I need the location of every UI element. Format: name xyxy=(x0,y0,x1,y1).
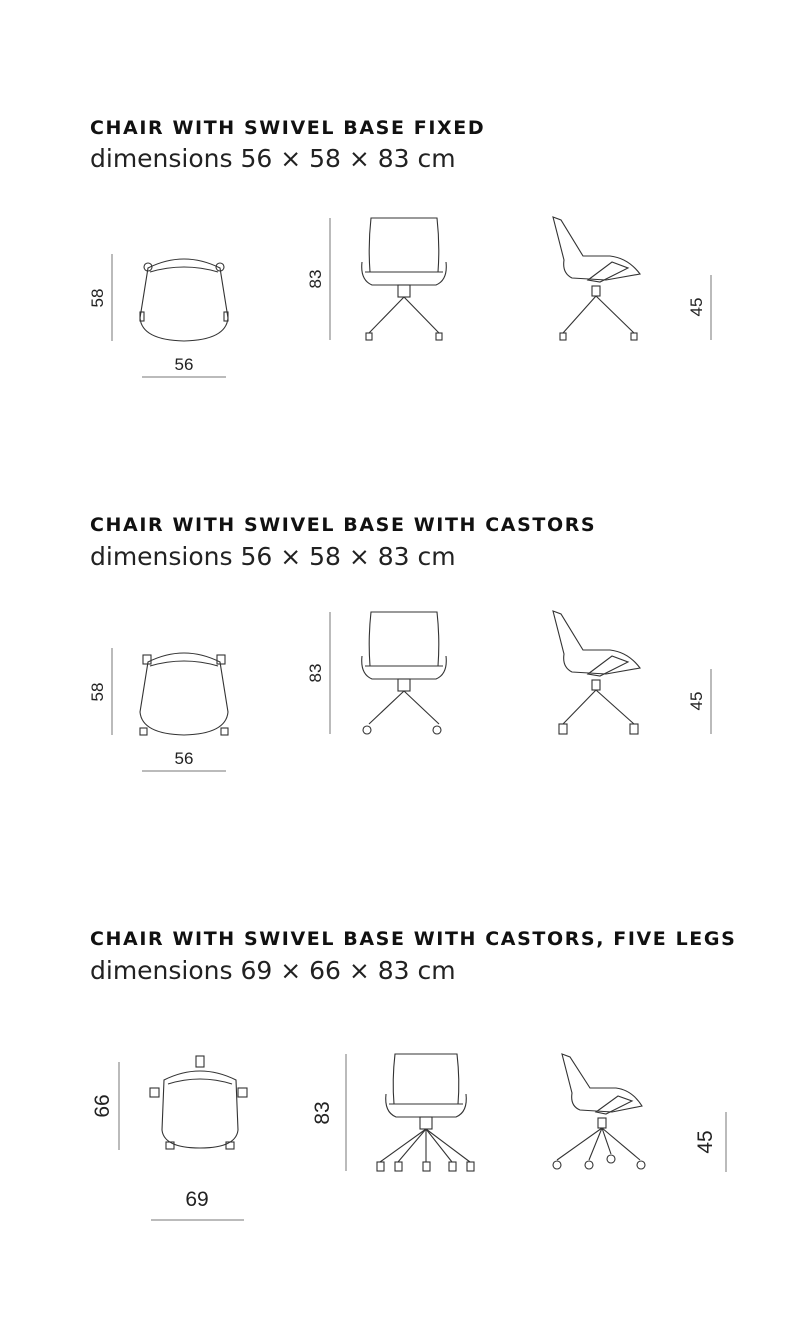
section-title: CHAIR WITH SWIVEL BASE WITH CASTORS, FIVE LEGS xyxy=(90,928,737,950)
side-seat-height-label: 45 xyxy=(687,297,706,317)
front-height-label: 83 xyxy=(311,1101,334,1125)
top-depth-label: 66 xyxy=(91,1094,114,1118)
side-view-drawing xyxy=(553,1054,645,1169)
side-seat-height-label: 45 xyxy=(687,691,706,711)
top-width-label: 56 xyxy=(174,749,194,768)
front-view-drawing xyxy=(362,612,447,734)
front-height-label: 83 xyxy=(306,269,325,289)
section-dimensions: dimensions 56 × 58 × 83 cm xyxy=(90,144,456,173)
top-width-label: 56 xyxy=(174,355,194,374)
top-view-drawing xyxy=(140,653,228,735)
front-height-label: 83 xyxy=(306,663,325,683)
section-dimensions: dimensions 56 × 58 × 83 cm xyxy=(90,542,456,571)
top-view-drawing xyxy=(140,259,228,341)
chair-drawings-fixed xyxy=(0,200,790,390)
top-depth-label: 58 xyxy=(88,288,107,308)
section-title: CHAIR WITH SWIVEL BASE WITH CASTORS xyxy=(90,514,597,536)
top-width-label: 69 xyxy=(185,1188,209,1211)
side-view-drawing xyxy=(553,611,640,734)
chair-drawings-castors xyxy=(0,594,790,784)
section-dimensions: dimensions 69 × 66 × 83 cm xyxy=(90,956,456,985)
front-view-drawing xyxy=(377,1054,474,1171)
top-view-drawing xyxy=(150,1056,247,1149)
front-view-drawing xyxy=(362,218,447,340)
top-depth-label: 58 xyxy=(88,682,107,702)
side-view-drawing xyxy=(553,217,640,340)
chair-drawings-five-legs xyxy=(0,1040,790,1240)
side-seat-height-label: 45 xyxy=(694,1130,717,1154)
section-title: CHAIR WITH SWIVEL BASE FIXED xyxy=(90,117,486,139)
